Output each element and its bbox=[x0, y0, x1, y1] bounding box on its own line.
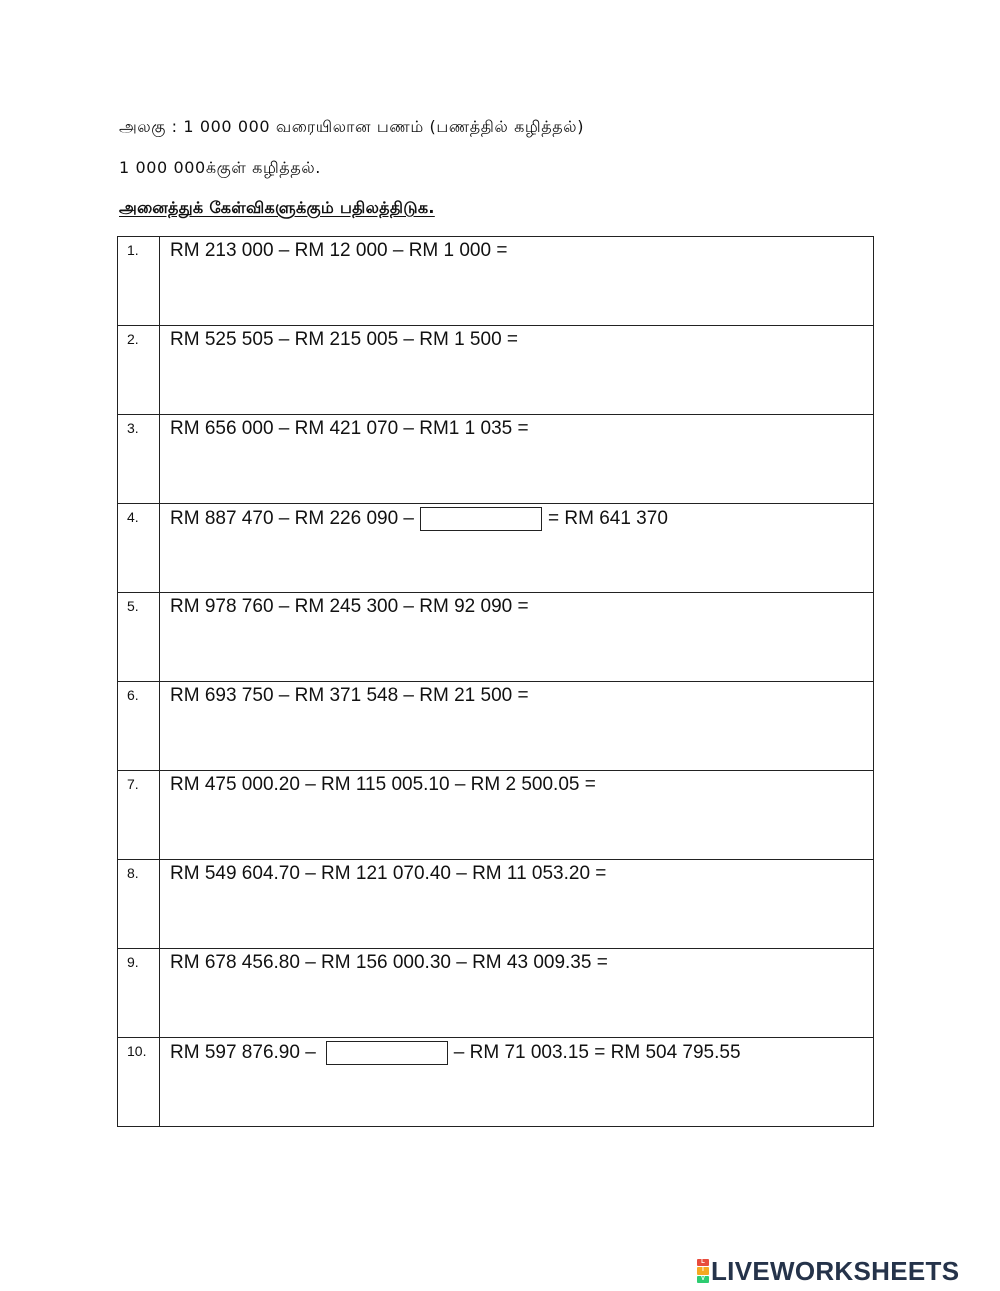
question-row bbox=[118, 949, 874, 1038]
expression-left: RM 597 876.90 – bbox=[170, 1042, 316, 1063]
expression-right: = RM 641 370 bbox=[548, 508, 668, 529]
question-row bbox=[118, 771, 874, 860]
logo-letter: V bbox=[697, 1276, 709, 1283]
question-expression: RM 549 604.70 – RM 121 070.40 – RM 11 053.20 = bbox=[160, 860, 874, 949]
expression-left: RM 887 470 – RM 226 090 – bbox=[170, 508, 414, 529]
logo-text: LIVEWORKSHEETS bbox=[711, 1256, 960, 1286]
question-row bbox=[118, 237, 874, 326]
question-expression: RM 525 505 – RM 215 005 – RM 1 500 = bbox=[160, 326, 874, 415]
question-row bbox=[118, 682, 874, 771]
question-number: 5. bbox=[118, 593, 160, 682]
question-row bbox=[118, 1038, 874, 1127]
question-number: 8. bbox=[118, 860, 160, 949]
question-expression: RM 678 456.80 – RM 156 000.30 – RM 43 009.35 = bbox=[160, 949, 874, 1038]
question-number: 6. bbox=[118, 682, 160, 771]
question-number: 3. bbox=[118, 415, 160, 504]
question-expression bbox=[160, 504, 874, 593]
expression-right: – RM 71 003.15 = RM 504 795.55 bbox=[453, 1042, 741, 1063]
question-number: 10. bbox=[118, 1038, 160, 1127]
question-number: 1. bbox=[118, 237, 160, 326]
question-expression bbox=[160, 1038, 874, 1127]
answer-input-box[interactable] bbox=[420, 507, 542, 531]
sub-title: 1 000 000க்குள் கழித்தல். bbox=[119, 158, 321, 177]
question-row bbox=[118, 415, 874, 504]
question-number: 2. bbox=[118, 326, 160, 415]
logo-letter: I bbox=[697, 1267, 709, 1274]
question-number: 7. bbox=[118, 771, 160, 860]
liveworksheets-logo-icon bbox=[697, 1259, 709, 1283]
question-expression: RM 213 000 – RM 12 000 – RM 1 000 = bbox=[160, 237, 874, 326]
question-row bbox=[118, 593, 874, 682]
question-expression: RM 475 000.20 – RM 115 005.10 – RM 2 500.05 = bbox=[160, 771, 874, 860]
question-row bbox=[118, 326, 874, 415]
question-number: 9. bbox=[118, 949, 160, 1038]
question-row bbox=[118, 504, 874, 593]
question-expression: RM 693 750 – RM 371 548 – RM 21 500 = bbox=[160, 682, 874, 771]
liveworksheets-logo bbox=[697, 1258, 959, 1284]
instructions: அனைத்துக் கேள்விகளுக்கும் பதிலத்திடுக. bbox=[119, 198, 435, 217]
unit-title: அலகு : 1 000 000 வரையிலான பணம் (பணத்தில் கழித்தல்) bbox=[119, 117, 585, 136]
logo-letter: L bbox=[697, 1259, 709, 1266]
questions-table bbox=[117, 236, 874, 1127]
answer-input-box[interactable] bbox=[326, 1041, 448, 1065]
question-number: 4. bbox=[118, 504, 160, 593]
question-expression: RM 978 760 – RM 245 300 – RM 92 090 = bbox=[160, 593, 874, 682]
question-expression: RM 656 000 – RM 421 070 – RM1 1 035 = bbox=[160, 415, 874, 504]
question-row bbox=[118, 860, 874, 949]
